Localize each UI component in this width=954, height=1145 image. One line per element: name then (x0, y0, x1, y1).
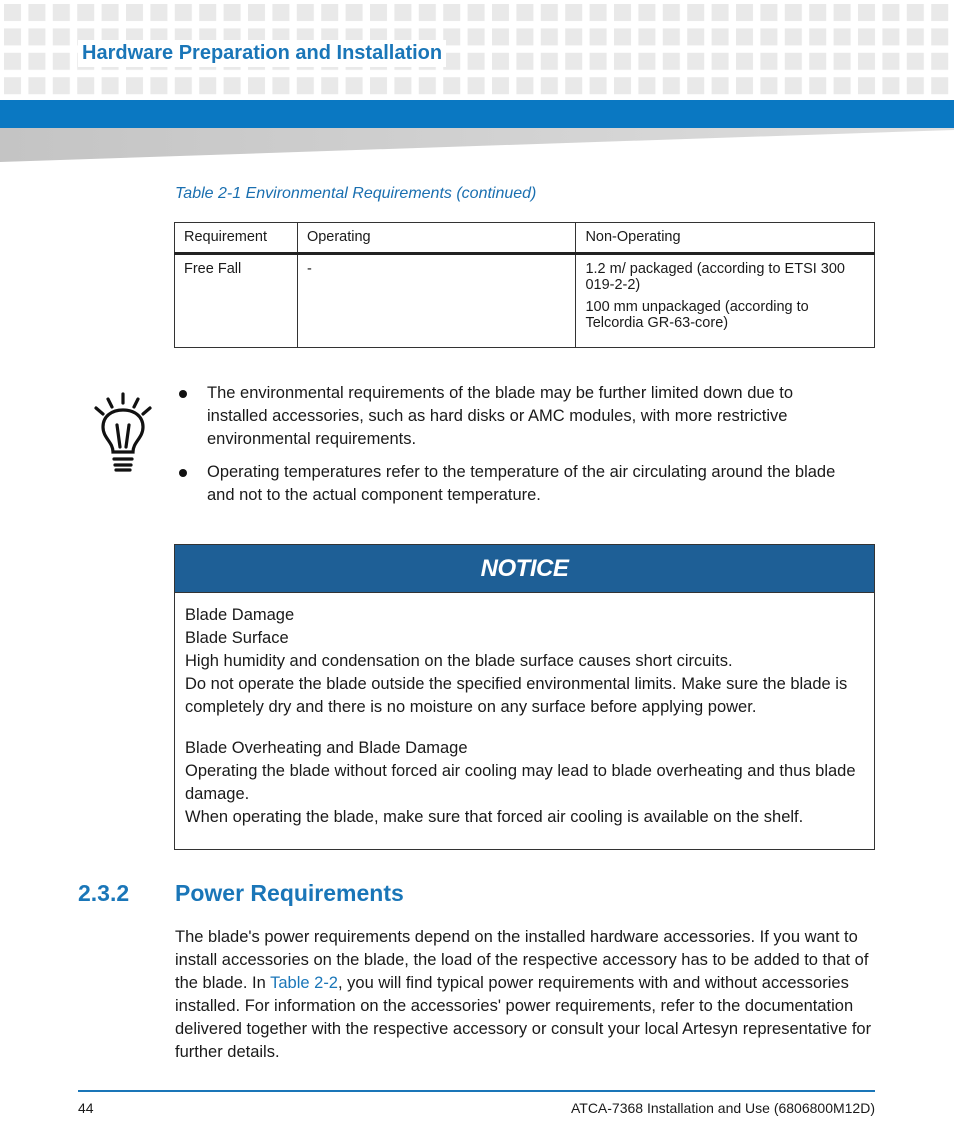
list-item (176, 382, 856, 451)
cell-operating: - (297, 254, 576, 348)
notice-line: When operating the blade, make sure that forced air cooling is available on the shelf. (185, 808, 804, 826)
notice-line: Operating the blade without forced air cooling may lead to blade overheating and thus blade damage. (185, 762, 856, 803)
header-gray-wedge (0, 128, 954, 164)
notice-line: High humidity and condensation on the blade surface causes short circuits. (185, 652, 733, 670)
cell-non-operating (576, 254, 875, 348)
notice-heading: NOTICE (480, 554, 569, 582)
footer-rule (78, 1090, 875, 1092)
table-header-row (175, 223, 875, 254)
table-row (175, 254, 875, 348)
section-heading (78, 880, 404, 907)
document-title: ATCA-7368 Installation and Use (6806800M12D) (570, 1100, 875, 1116)
bullet-dot (179, 469, 187, 477)
list-item-text: The environmental requirements of the blade may be further limited down due to installed accessories, such as hard disks or AMC modules, with more restrictive environmental requirements. (207, 384, 794, 448)
list-item (176, 461, 856, 507)
notice-line: Blade Overheating and Blade Damage (185, 739, 468, 757)
header-blue-bar (0, 100, 954, 128)
notice-paragraph (185, 737, 864, 829)
cell-line: 100 mm unpackaged (according to Telcordia GR-63-core) (585, 299, 809, 331)
lightbulb-icon (92, 392, 154, 474)
table-2-2-link[interactable]: Table 2-2 (270, 974, 338, 992)
tip-list (176, 382, 856, 517)
section-body-paragraph (175, 926, 875, 1064)
notice-line: Do not operate the blade outside the specified environmental limits. Make sure the blade is completely dry and there is no moisture on any surface before applying power. (185, 675, 848, 716)
body-text-part: The blade's power requirements depend on the installed hardware accessories. If you want to install accessories on the blade, the load of the respective accessory has to be added to that of the blade. In (175, 928, 869, 992)
notice-box (174, 544, 875, 850)
notice-line: Blade Surface (185, 629, 289, 647)
section-title: Power Requirements (175, 880, 404, 906)
column-header-non-operating: Non-Operating (576, 223, 875, 254)
environmental-requirements-table (174, 222, 875, 348)
list-item-text: Operating temperatures refer to the temperature of the air circulating around the blade and not to the actual component temperature. (207, 463, 836, 504)
notice-header (175, 545, 874, 593)
cell-requirement: Free Fall (175, 254, 298, 348)
section-number: 2.3.2 (78, 880, 130, 906)
notice-body (175, 593, 874, 829)
page-header-title: Hardware Preparation and Installation (78, 40, 446, 67)
notice-paragraph (185, 604, 864, 719)
bullet-dot (179, 390, 187, 398)
notice-line: Blade Damage (185, 606, 295, 624)
table-caption: Table 2-1 Environmental Requirements (continued) (175, 185, 537, 202)
body-text-part: , you will find typical power requirements with and without accessories installed. For information on the accessories' power requirements, refer to the documentation delivered together with the respective accessory or consult your local Artesyn representative for further details. (175, 974, 872, 1061)
cell-line: 1.2 m/ packaged (according to ETSI 300 019-2-2) (585, 261, 845, 293)
column-header-requirement: Requirement (175, 223, 298, 254)
column-header-operating: Operating (297, 223, 576, 254)
page-number: 44 (78, 1100, 94, 1116)
